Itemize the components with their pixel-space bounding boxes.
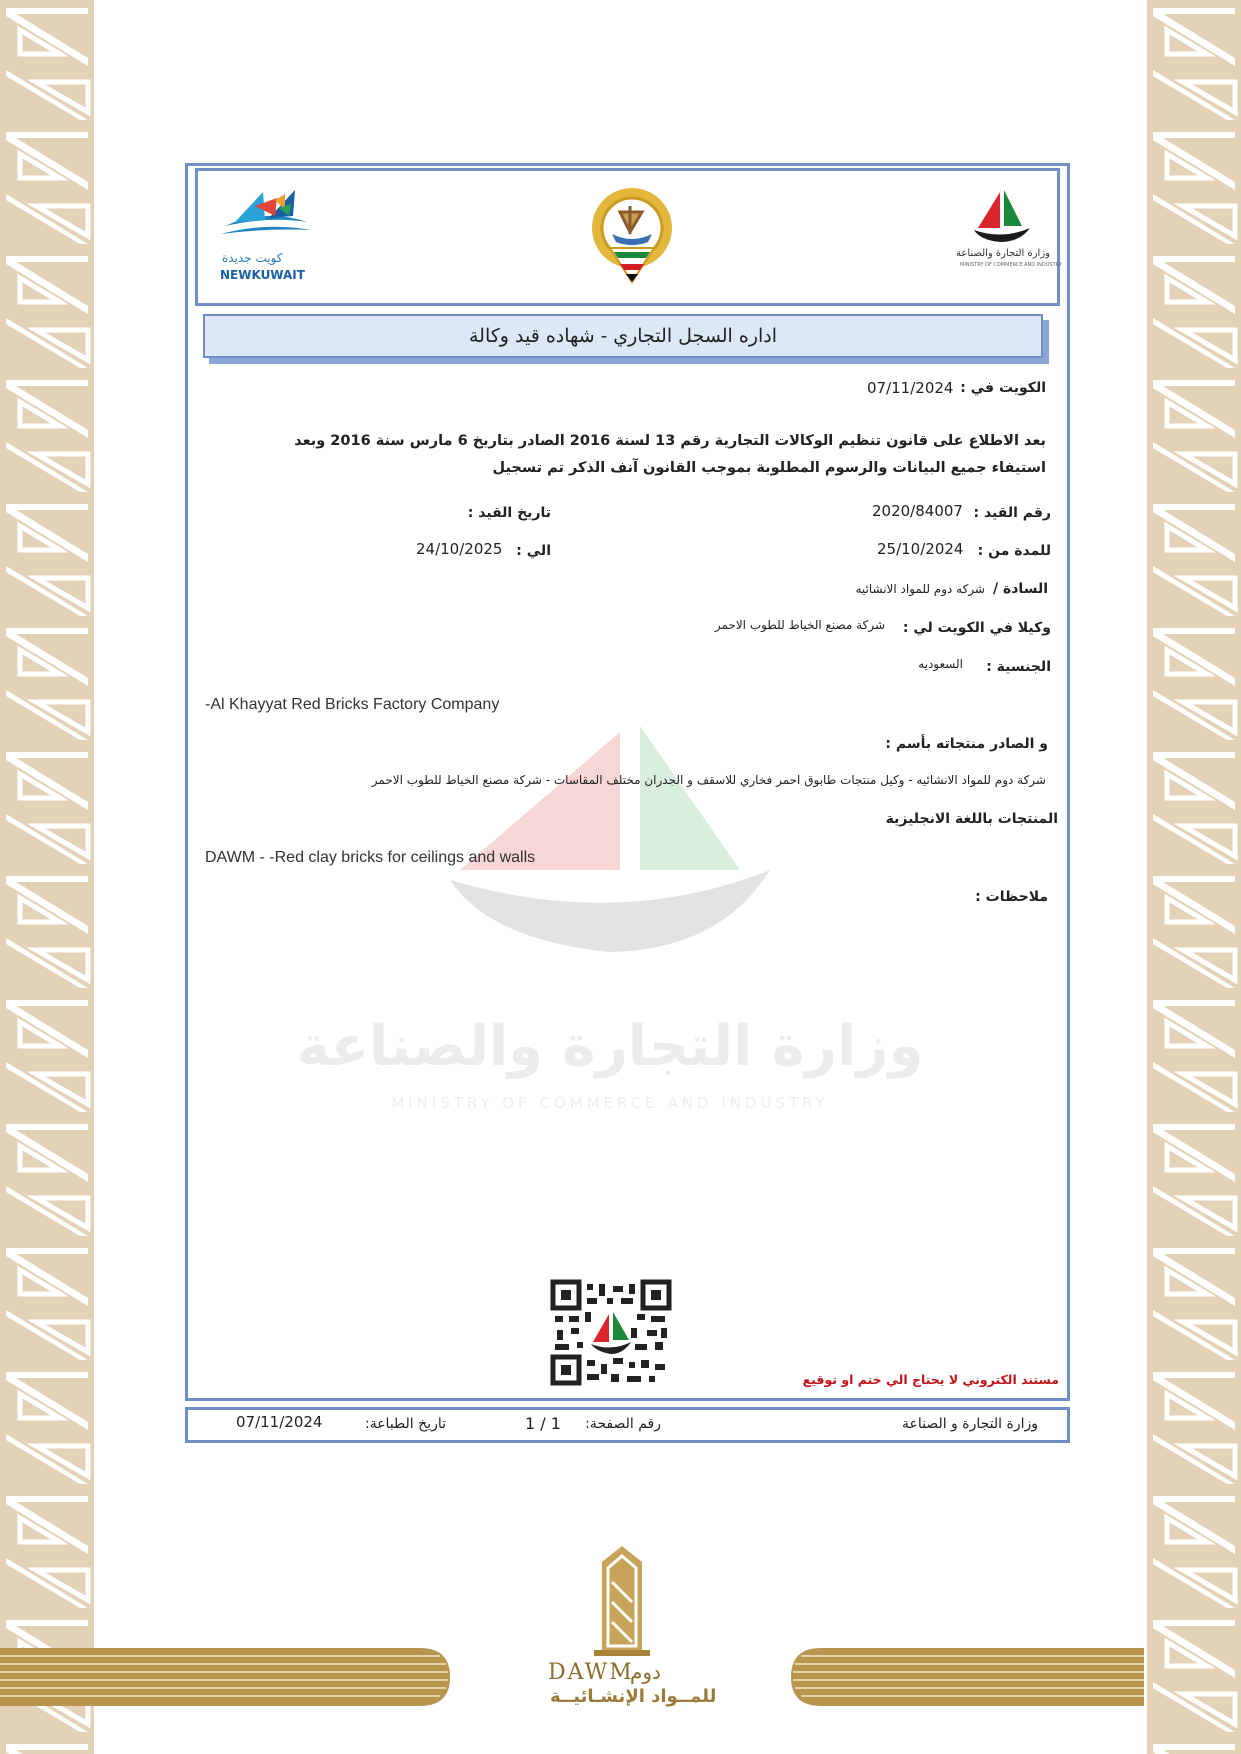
notes-label: ملاحظات : [975, 889, 1048, 905]
nationality-label: الجنسية : [986, 659, 1051, 675]
footer-ministry-name: وزارة التجارة و الصناعة [901, 1416, 1038, 1432]
triangle-pattern-icon [0, 0, 94, 1754]
footer-page-value: 1 / 1 [525, 1414, 561, 1433]
ministry-logo-en-text: MINISTRY OF COMMERCE AND INDUSTRY [960, 262, 1062, 268]
english-products-label: المنتجات باللغة الانجليزية [885, 811, 1058, 827]
period-from-value: 25/10/2024 [877, 540, 964, 558]
company-english-name: -Al Khayyat Red Bricks Factory Company [205, 696, 500, 713]
agent-label: وكيلا في الكويت لي : [902, 620, 1051, 636]
right-decorative-border [1147, 0, 1241, 1754]
certificate-title: اداره السجل التجاري - شهاده قيد وكالة [203, 314, 1043, 358]
period-from-label: للمدة من : [977, 543, 1051, 559]
ministry-logo-ar-text: وزارة التجارة والصناعة [956, 248, 1050, 259]
dawm-brand-ar: دوم [630, 1660, 661, 1684]
qr-code-icon[interactable] [551, 1280, 671, 1385]
ministry-logo-icon [970, 188, 1032, 244]
period-to-label: الي : [516, 543, 551, 559]
issued-products-label: و الصادر منتجاته بأسم : [885, 736, 1048, 752]
period-to-value: 24/10/2025 [416, 540, 503, 558]
issued-products-value: شركة دوم للمواد الانشائيه - وكيل منتجات طابوق احمر فخاري للاسقف و الجدران مختلف المقاسات - شركة مصنع الخياط للطوب الاحمر [371, 773, 1046, 787]
issue-date-value: 07/11/2024 [867, 379, 954, 397]
left-decorative-border [0, 0, 94, 1754]
dawm-tower-logo-icon [582, 1542, 662, 1662]
registration-date-label: تاريخ القيد : [467, 505, 551, 521]
messrs-value: شركه دوم للمواد الانشائيه [855, 582, 985, 596]
footer-print-label: تاريخ الطباعة: [364, 1416, 446, 1432]
footer-page-label: رقم الصفحة: [585, 1416, 661, 1432]
agent-value: شركة مصنع الخياط للطوب الاحمر [714, 618, 885, 632]
electronic-document-notice: مستند الكتروني لا يحتاج الي ختم او توقيع [802, 1372, 1059, 1387]
registration-number-value: 2020/84007 [872, 502, 963, 520]
kuwait-emblem-icon [590, 186, 674, 286]
newkuwait-logo-icon [215, 186, 315, 258]
newkuwait-logo-ar-text: كويت جديدة [222, 251, 283, 265]
intro-line-2: استيفاء جميع البيانات والرسوم المطلوبة بموجب القانون آنف الذكر تم تسجيل [492, 460, 1046, 476]
registration-number-label: رقم القيد : [973, 505, 1051, 521]
english-products-value: DAWM - -Red clay bricks for ceilings and walls [205, 849, 536, 866]
messrs-label: السادة / [993, 581, 1048, 597]
watermark-en-text: MINISTRY OF COMMERCE AND INDUSTRY [391, 1094, 829, 1112]
triangle-pattern-icon [1147, 0, 1241, 1754]
footer-print-date: 07/11/2024 [236, 1413, 323, 1431]
watermark-ar-text: وزارة التجارة والصناعة [296, 1014, 924, 1079]
issue-date-label: الكويت في : [960, 380, 1046, 396]
right-gold-stripes [791, 1648, 1144, 1706]
intro-line-1: بعد الاطلاع على قانون تنظيم الوكالات التجارية رقم 13 لسنة 2016 الصادر بتاريخ 6 مارس سنة 2016 وبعد [294, 433, 1046, 449]
nationality-value: السعوديه [918, 657, 963, 671]
newkuwait-logo-en-text: NEWKUWAIT [220, 268, 305, 282]
dawm-brand-tagline: للمــواد الإنشـائيــة [550, 1686, 717, 1707]
left-gold-stripes [0, 1648, 450, 1706]
dawm-brand-en: DAWM [548, 1660, 634, 1685]
